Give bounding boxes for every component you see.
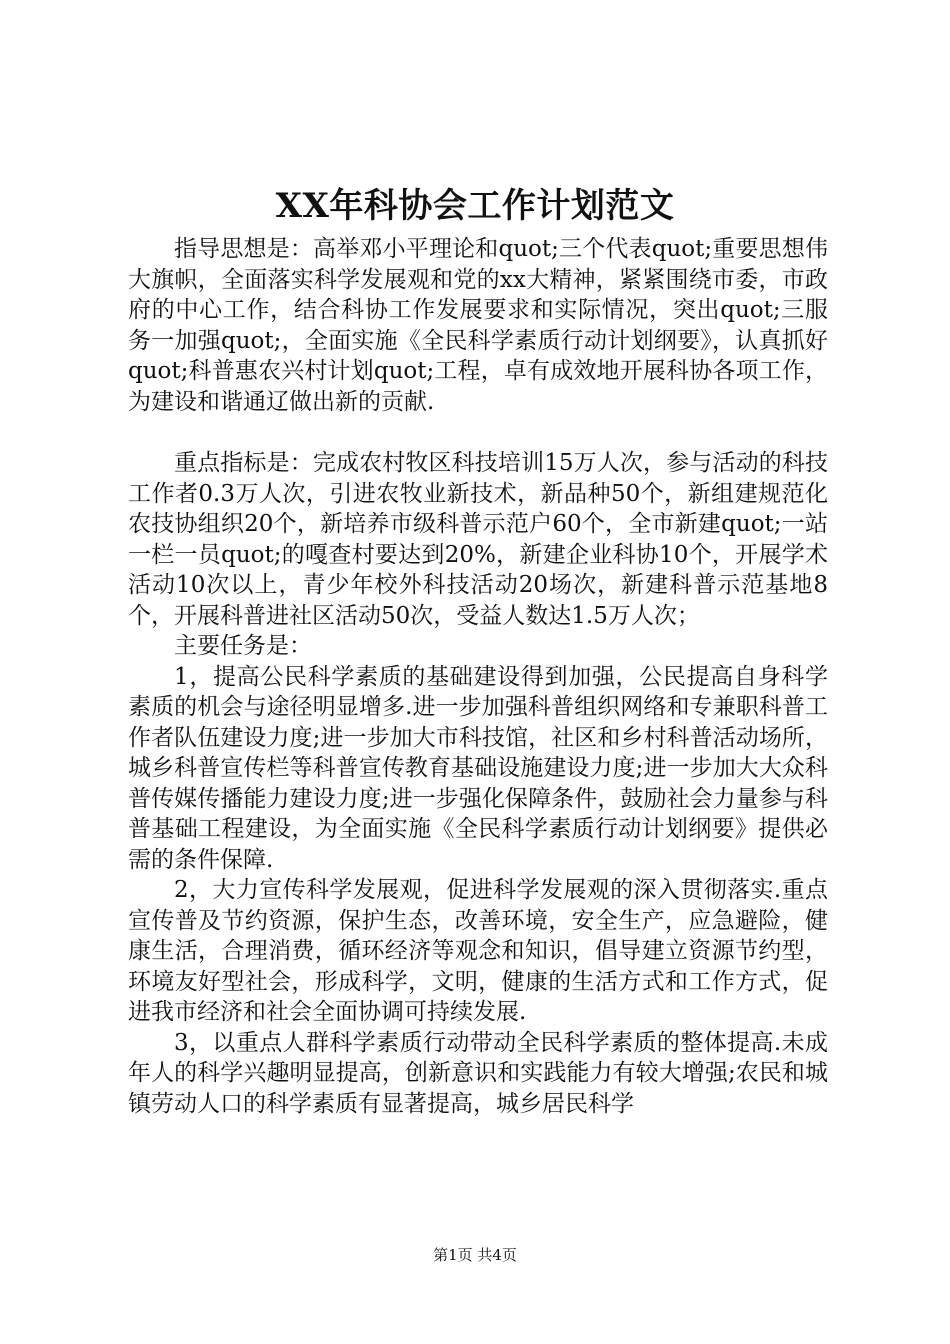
paragraph-task-1: 1，提高公民科学素质的基础建设得到加强，公民提高自身科学素质的机会与途径明显增多.进一步加强科普组织网络和专兼职科普工作者队伍建设力度;进一步加大市科技馆，社区和乡村科普活动场所，城乡科普宣传栏等科普宣传教育基础设施建设力度;进一步加大大众科普传媒传播能力建设力度;进一步强化保障条件，鼓励社会力量参与科普基础工程建设，为全面实施《全民科学素质行动计划纲要》提供必需的条件保障. [128,663,828,873]
paragraph-main-tasks-heading: 主要任务是： [174,633,312,659]
document-title: XX年科协会工作计划范文 [275,186,675,226]
page-footer: 第1页 共4页 [433,1246,517,1264]
paragraph-task-3: 3，以重点人群科学素质行动带动全民科学素质的整体提高.未成年人的科学兴趣明显提高，创新意识和实践能力有较大增强;农民和城镇劳动人口的科学素质有显著提高，城乡居民科学 [128,1029,828,1117]
paragraph-task-2: 2，大力宣传科学发展观，促进科学发展观的深入贯彻落实.重点宣传普及节约资源，保护生态，改善环境，安全生产，应急避险，健康生活，合理消费，循环经济等观念和知识，倡导建立资源节约型，环境友好型社会，形成科学，文明，健康的生活方式和工作方式，促进我市经济和社会全面协调可持续发展. [128,877,828,1025]
paragraph-key-indicators: 重点指标是：完成农村牧区科技培训15万人次，参与活动的科技工作者0.3万人次，引进农牧业新技术，新品种50个，新组建规范化农技协组织20个，新培养市级科普示范户60个，全市新建quot;一站一栏一员quot;的嘎查村要达到20%，新建企业科协10个，开展学术活动10次以上，青少年校外科技活动20场次，新建科普示范基地8个，开展科普进社区活动50次，受益人数达1.5万人次； [128,450,828,629]
document-body [128,234,828,1119]
paragraph-guiding-ideology: 指导思想是：高举邓小平理论和quot;三个代表quot;重要思想伟大旗帜，全面落实科学发展观和党的xx大精神，紧紧围绕市委，市政府的中心工作，结合科协工作发展要求和实际情况，突出quot;三服务一加强quot;，全面实施《全民科学素质行动计划纲要》，认真抓好quot;科普惠农兴村计划quot;工程，卓有成效地开展科协各项工作，为建设和谐通辽做出新的贡献. [128,236,828,415]
